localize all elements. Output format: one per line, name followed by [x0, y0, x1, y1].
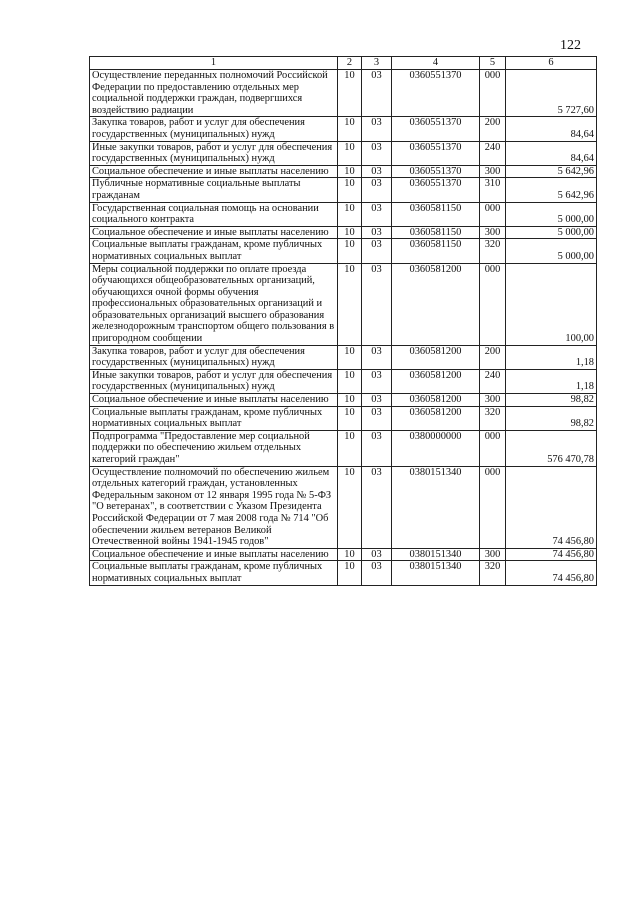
table-row [90, 70, 597, 117]
row-subsection-cell: 03 [362, 406, 392, 430]
row-amount-cell: 74 456,80 [506, 466, 597, 548]
row-subsection-cell: 03 [362, 263, 392, 345]
row-subsection-cell: 03 [362, 430, 392, 466]
row-amount-cell: 98,82 [506, 406, 597, 430]
row-expense-type-cell: 300 [480, 548, 506, 561]
table-row [90, 466, 597, 548]
row-section-cell: 10 [338, 141, 362, 165]
row-target-article-cell: 0360551370 [392, 178, 480, 202]
table-row [90, 117, 597, 141]
row-subsection-cell: 03 [362, 202, 392, 226]
row-expense-type-cell: 240 [480, 369, 506, 393]
row-section-cell: 10 [338, 561, 362, 585]
table-row [90, 263, 597, 345]
row-amount-cell: 84,64 [506, 117, 597, 141]
row-target-article-cell: 0360551370 [392, 141, 480, 165]
row-name-cell: Закупка товаров, работ и услуг для обеспечения государственных (муниципальных) нужд [90, 117, 338, 141]
row-expense-type-cell: 000 [480, 430, 506, 466]
row-target-article-cell: 0380000000 [392, 430, 480, 466]
header-cell: 4 [392, 57, 480, 70]
row-subsection-cell: 03 [362, 226, 392, 239]
row-name-cell: Социальное обеспечение и иные выплаты населению [90, 165, 338, 178]
row-expense-type-cell: 000 [480, 466, 506, 548]
table-row [90, 345, 597, 369]
table-row [90, 430, 597, 466]
row-section-cell: 10 [338, 202, 362, 226]
row-target-article-cell: 0360581150 [392, 239, 480, 263]
row-section-cell: 10 [338, 117, 362, 141]
row-target-article-cell: 0380151340 [392, 466, 480, 548]
budget-table [89, 56, 597, 586]
row-subsection-cell: 03 [362, 141, 392, 165]
row-amount-cell: 74 456,80 [506, 561, 597, 585]
row-subsection-cell: 03 [362, 548, 392, 561]
table-row [90, 165, 597, 178]
row-amount-cell: 5 000,00 [506, 239, 597, 263]
row-expense-type-cell: 300 [480, 394, 506, 407]
table-row [90, 548, 597, 561]
row-amount-cell: 1,18 [506, 369, 597, 393]
header-cell: 6 [506, 57, 597, 70]
row-name-cell: Иные закупки товаров, работ и услуг для обеспечения государственных (муниципальных) нужд [90, 369, 338, 393]
row-name-cell: Подпрограмма "Предоставление мер социальной поддержки по обеспечению жильем отдельных категорий граждан" [90, 430, 338, 466]
row-section-cell: 10 [338, 406, 362, 430]
row-section-cell: 10 [338, 70, 362, 117]
row-amount-cell: 84,64 [506, 141, 597, 165]
row-target-article-cell: 0380151340 [392, 561, 480, 585]
page-number: 122 [560, 38, 581, 53]
row-subsection-cell: 03 [362, 394, 392, 407]
row-section-cell: 10 [338, 263, 362, 345]
row-target-article-cell: 0360581150 [392, 226, 480, 239]
row-section-cell: 10 [338, 178, 362, 202]
row-expense-type-cell: 000 [480, 202, 506, 226]
row-subsection-cell: 03 [362, 239, 392, 263]
table-row [90, 369, 597, 393]
header-cell: 5 [480, 57, 506, 70]
row-amount-cell: 5 000,00 [506, 202, 597, 226]
row-amount-cell: 5 642,96 [506, 178, 597, 202]
row-target-article-cell: 0360581200 [392, 345, 480, 369]
row-expense-type-cell: 320 [480, 406, 506, 430]
table-header-row [90, 57, 597, 70]
row-subsection-cell: 03 [362, 466, 392, 548]
row-expense-type-cell: 200 [480, 345, 506, 369]
row-target-article-cell: 0360551370 [392, 165, 480, 178]
row-subsection-cell: 03 [362, 165, 392, 178]
row-target-article-cell: 0360581200 [392, 369, 480, 393]
row-section-cell: 10 [338, 394, 362, 407]
table-row [90, 178, 597, 202]
header-cell: 2 [338, 57, 362, 70]
row-subsection-cell: 03 [362, 70, 392, 117]
row-name-cell: Закупка товаров, работ и услуг для обеспечения государственных (муниципальных) нужд [90, 345, 338, 369]
row-amount-cell: 5 727,60 [506, 70, 597, 117]
row-name-cell: Социальное обеспечение и иные выплаты населению [90, 548, 338, 561]
row-name-cell: Меры социальной поддержки по оплате проезда обучающихся общеобразовательных организаций, обучающихся очной формы обучения профессиональных образовательных организаций и образовательных организаций высшего образования железнодорожным транспортом общего пользования в пригородном сообщении [90, 263, 338, 345]
row-amount-cell: 5 642,96 [506, 165, 597, 178]
row-subsection-cell: 03 [362, 117, 392, 141]
row-amount-cell: 5 000,00 [506, 226, 597, 239]
table-row [90, 226, 597, 239]
row-section-cell: 10 [338, 548, 362, 561]
table-row [90, 394, 597, 407]
row-section-cell: 10 [338, 369, 362, 393]
row-amount-cell: 100,00 [506, 263, 597, 345]
row-expense-type-cell: 200 [480, 117, 506, 141]
row-expense-type-cell: 300 [480, 226, 506, 239]
row-subsection-cell: 03 [362, 369, 392, 393]
row-expense-type-cell: 240 [480, 141, 506, 165]
row-expense-type-cell: 310 [480, 178, 506, 202]
row-name-cell: Публичные нормативные социальные выплаты гражданам [90, 178, 338, 202]
row-expense-type-cell: 300 [480, 165, 506, 178]
row-name-cell: Социальные выплаты гражданам, кроме публичных нормативных социальных выплат [90, 239, 338, 263]
row-name-cell: Социальное обеспечение и иные выплаты населению [90, 226, 338, 239]
header-cell: 3 [362, 57, 392, 70]
table-row [90, 202, 597, 226]
row-target-article-cell: 0360581150 [392, 202, 480, 226]
row-section-cell: 10 [338, 239, 362, 263]
row-name-cell: Социальное обеспечение и иные выплаты населению [90, 394, 338, 407]
row-target-article-cell: 0360551370 [392, 70, 480, 117]
row-amount-cell: 74 456,80 [506, 548, 597, 561]
row-target-article-cell: 0360581200 [392, 406, 480, 430]
row-expense-type-cell: 000 [480, 263, 506, 345]
row-section-cell: 10 [338, 226, 362, 239]
row-name-cell: Социальные выплаты гражданам, кроме публичных нормативных социальных выплат [90, 561, 338, 585]
row-subsection-cell: 03 [362, 345, 392, 369]
row-section-cell: 10 [338, 430, 362, 466]
table-row [90, 561, 597, 585]
row-section-cell: 10 [338, 466, 362, 548]
table-row [90, 141, 597, 165]
table-row [90, 406, 597, 430]
row-name-cell: Иные закупки товаров, работ и услуг для обеспечения государственных (муниципальных) нужд [90, 141, 338, 165]
row-expense-type-cell: 000 [480, 70, 506, 117]
row-target-article-cell: 0360581200 [392, 263, 480, 345]
row-section-cell: 10 [338, 345, 362, 369]
row-amount-cell: 1,18 [506, 345, 597, 369]
row-amount-cell: 576 470,78 [506, 430, 597, 466]
row-target-article-cell: 0360581200 [392, 394, 480, 407]
table-row [90, 239, 597, 263]
row-amount-cell: 98,82 [506, 394, 597, 407]
row-target-article-cell: 0380151340 [392, 548, 480, 561]
row-section-cell: 10 [338, 165, 362, 178]
row-name-cell: Государственная социальная помощь на основании социального контракта [90, 202, 338, 226]
row-target-article-cell: 0360551370 [392, 117, 480, 141]
row-expense-type-cell: 320 [480, 561, 506, 585]
row-expense-type-cell: 320 [480, 239, 506, 263]
row-subsection-cell: 03 [362, 178, 392, 202]
row-name-cell: Осуществление полномочий по обеспечению жильем отдельных категорий граждан, установленных Федеральным законом от 12 января 1995 года № 5-ФЗ "О ветеранах", в соответствии с Указом Президента Российской Федерации от 7 мая 2008 года № 714 "Об обеспечении жильем ветеранов Великой Отечественной войны 1941-1945 годов" [90, 466, 338, 548]
row-name-cell: Осуществление переданных полномочий Российской Федерации по предоставлению отдельных мер социальной поддержки граждан, подвергшихся воздействию радиации [90, 70, 338, 117]
header-cell: 1 [90, 57, 338, 70]
row-name-cell: Социальные выплаты гражданам, кроме публичных нормативных социальных выплат [90, 406, 338, 430]
row-subsection-cell: 03 [362, 561, 392, 585]
